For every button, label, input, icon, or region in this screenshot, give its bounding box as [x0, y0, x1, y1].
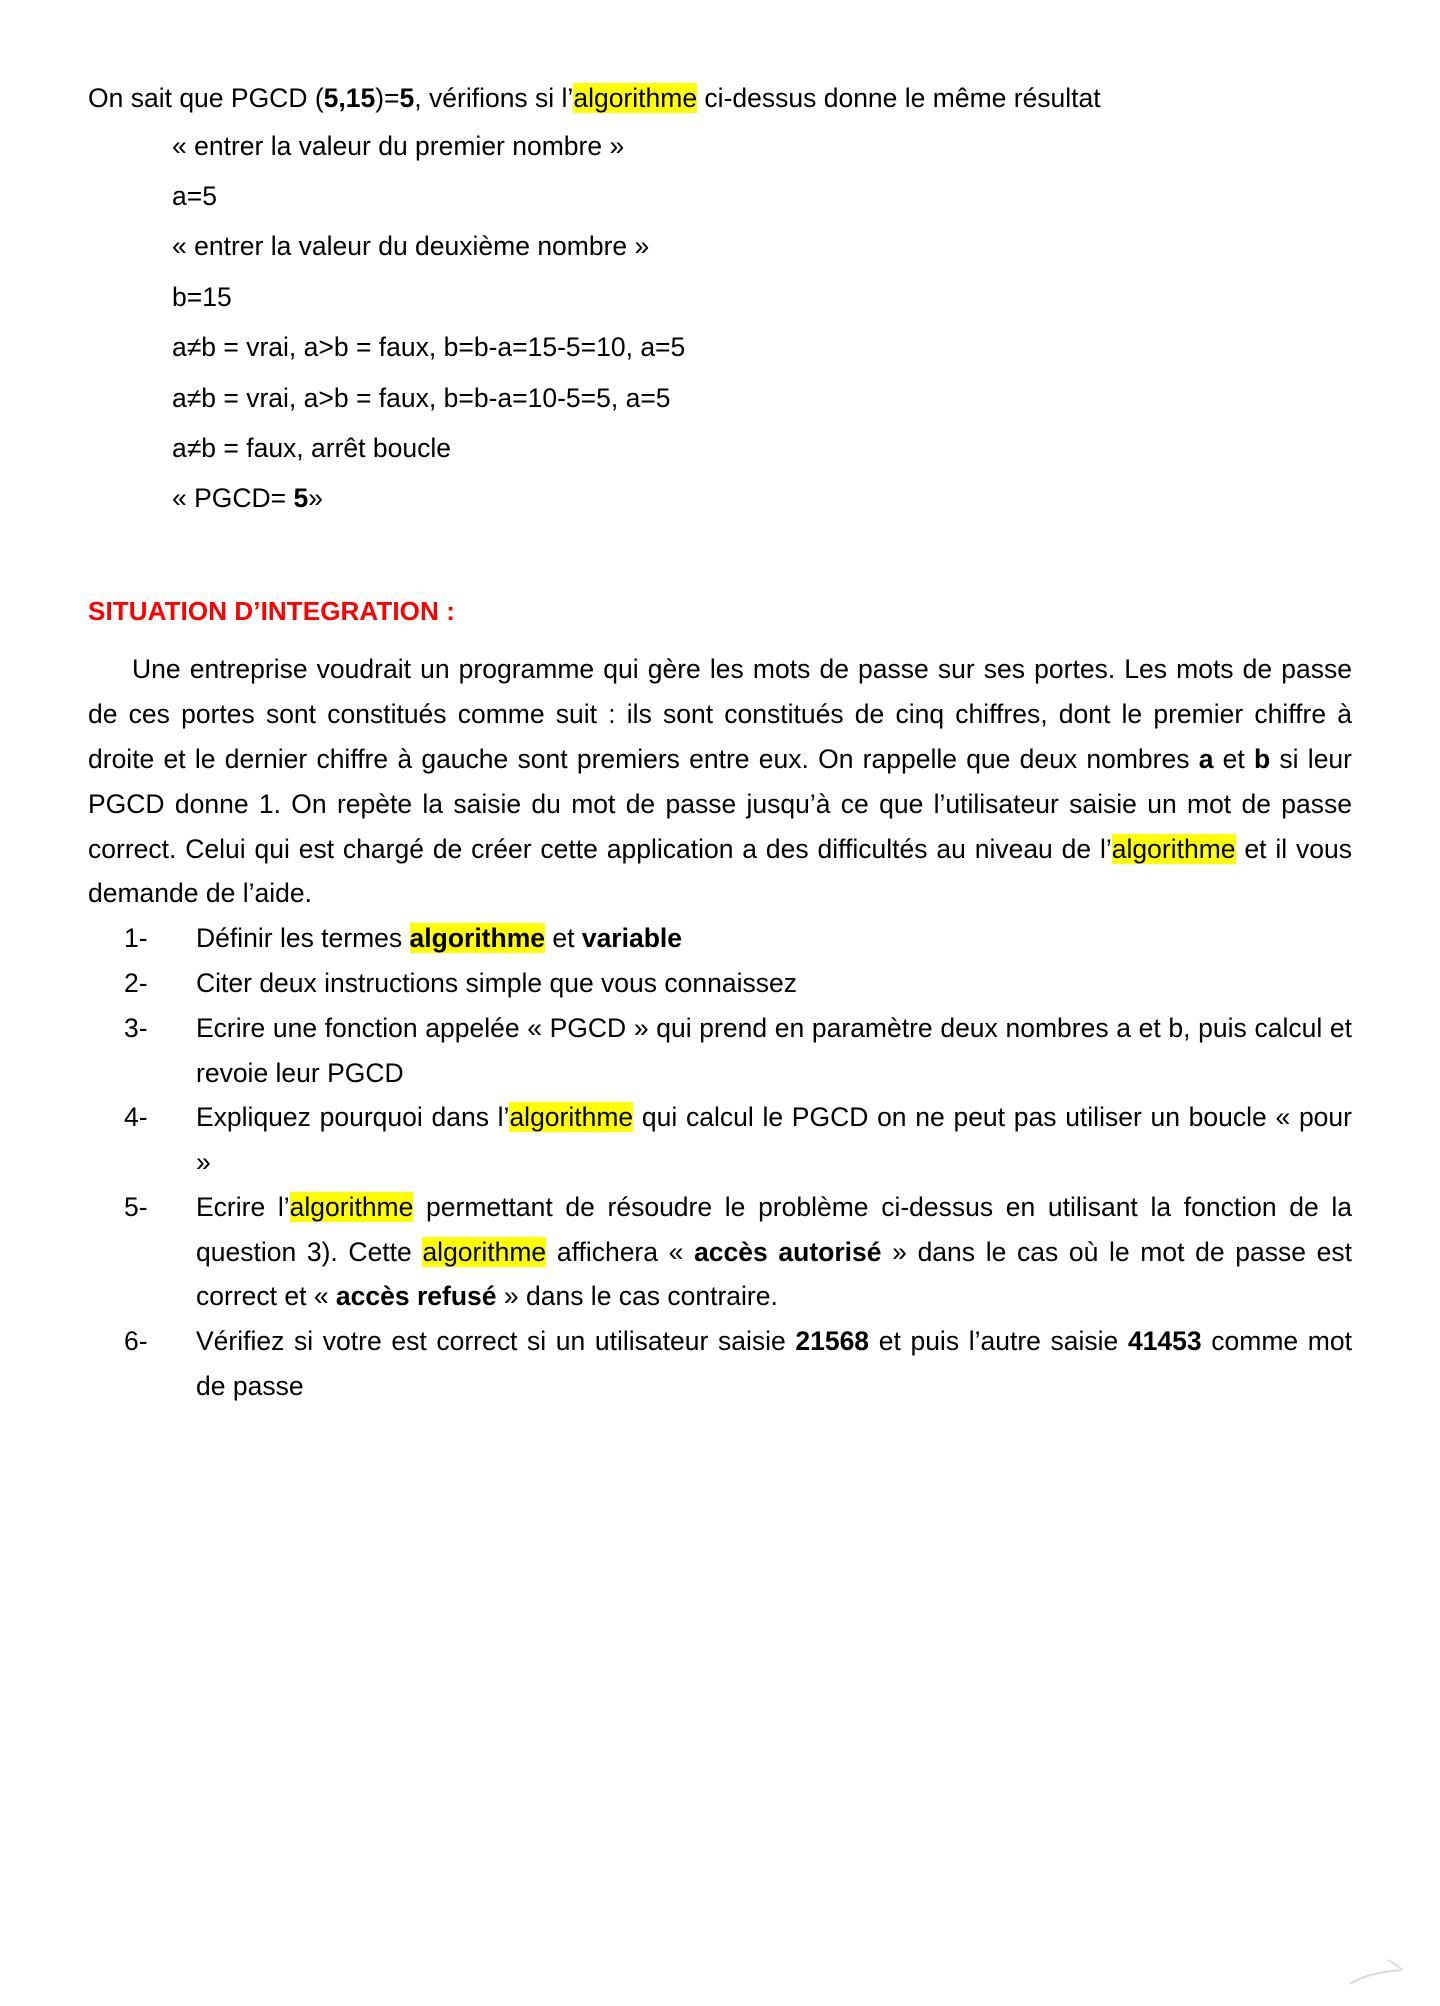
question-text: » dans le cas où le mot de passe est correct et «: [196, 1236, 1352, 1312]
spacer: [88, 524, 1352, 590]
question-text: permettant de résoudre le problème ci-dessus en utilisant la fonction de la question 3). Cette: [196, 1191, 1352, 1267]
trace-line: b=15: [172, 281, 232, 312]
question-text: » dans le cas contraire.: [496, 1281, 778, 1312]
question-text: affichera «: [546, 1236, 695, 1267]
trace-line: « entrer la valeur du premier nombre »: [172, 130, 625, 161]
situation-paragraph: [88, 647, 1352, 916]
highlight-algorithme: algorithme: [409, 923, 545, 954]
intro-bold-result: 5: [399, 83, 415, 113]
section-heading-situation: SITUATION D’INTEGRATION :: [88, 595, 455, 626]
question-text: Expliquez pourquoi dans l’: [196, 1102, 510, 1133]
trace-line: a≠b = vrai, a>b = faux, b=b-a=15-5=10, a=5: [172, 332, 686, 363]
question-number: 6-: [124, 1326, 148, 1357]
question-bold-text: 41453: [1127, 1326, 1202, 1357]
trace-result-prefix: « PGCD=: [172, 483, 294, 514]
question-number: 1-: [124, 923, 148, 954]
trace-line: a=5: [172, 181, 217, 212]
algorithm-trace-block: [88, 121, 1352, 524]
intro-bold-pair: 5,15: [323, 83, 376, 113]
question-bold-text: accès refusé: [335, 1281, 497, 1312]
question-text: comme mot de passe: [196, 1326, 1352, 1401]
intro-seg-3: , vérifions si l’: [414, 83, 574, 113]
document-body: [88, 76, 1352, 1409]
question-item: [124, 916, 1352, 961]
trace-line: a≠b = vrai, a>b = faux, b=b-a=10-5=5, a=5: [172, 382, 671, 413]
question-number: 2-: [124, 967, 148, 998]
situation-seg-3: si leur PGCD donne 1. On repète la saisie du mot de passe jusqu’à ce que l’utilisateur saisie un mot de passe correct. Celui qui est chargé de créer cette application a des difficultés au niveau de l’: [88, 744, 1352, 864]
spacer: [88, 633, 1352, 647]
highlight-algorithme: algorithme: [509, 1102, 634, 1133]
situation-bold-b: b: [1254, 744, 1271, 775]
question-text: Définir les termes: [196, 923, 410, 954]
highlight-algorithme: algorithme: [573, 83, 698, 113]
question-item: [124, 1185, 1352, 1319]
trace-line: « entrer la valeur du deuxième nombre »: [172, 231, 650, 262]
question-bold-text: accès autorisé: [694, 1236, 882, 1267]
question-text: Ecrire l’: [196, 1191, 290, 1222]
question-item: [124, 1095, 1352, 1185]
question-text: et puis l’autre saisie: [869, 1326, 1128, 1357]
question-text: Vérifiez si votre est correct si un utilisateur saisie: [196, 1326, 796, 1357]
question-number: 5-: [124, 1191, 148, 1222]
situation-bold-a: a: [1198, 744, 1214, 775]
intro-paragraph: [88, 76, 1352, 121]
trace-result-suffix: »: [308, 483, 324, 514]
question-item: [124, 961, 1352, 1006]
question-list: [88, 916, 1352, 1409]
trace-line: a≠b = faux, arrêt boucle: [172, 432, 451, 463]
question-text: qui calcul le PGCD on ne peut pas utiliser un boucle « pour »: [196, 1102, 1352, 1178]
question-number: 3-: [124, 1012, 148, 1043]
question-text: Citer deux instructions simple que vous connaissez: [196, 967, 797, 998]
question-item: [124, 1319, 1352, 1409]
highlight-algorithme: algorithme: [289, 1191, 414, 1222]
highlight-algorithme: algorithme: [1111, 833, 1236, 864]
question-text: Ecrire une fonction appelée « PGCD » qui prend en paramètre deux nombres a et b, puis calcul et revoie leur PGCD: [196, 1012, 1352, 1088]
highlight-algorithme: algorithme: [422, 1236, 547, 1267]
question-bold-text: variable: [581, 923, 683, 954]
intro-seg-4: ci-dessus donne le même résultat: [697, 83, 1101, 113]
question-bold-text: 21568: [795, 1326, 870, 1357]
question-text: et: [545, 923, 582, 954]
situation-seg-1: Une entreprise voudrait un programme qui gère les mots de passe sur ses portes. Les mots de passe de ces portes sont constitués comme suit : ils sont constitués de cinq chiffres, dont le premier chiffre à droite et le dernier chiffre à gauche sont premiers entre eux. On rappelle que deux nombres: [88, 654, 1352, 775]
page-corner-mark-icon: [1348, 1954, 1406, 1988]
trace-result-value: 5: [293, 483, 309, 514]
question-item: [124, 1006, 1352, 1096]
trace-result-line: [88, 473, 1352, 523]
question-number: 4-: [124, 1102, 148, 1133]
situation-seg-2: et: [1213, 744, 1255, 775]
intro-seg-1: On sait que PGCD (: [88, 83, 324, 113]
intro-seg-2: )=: [375, 83, 400, 113]
situation-seg-4: et il vous demande de l’aide.: [88, 833, 1352, 909]
